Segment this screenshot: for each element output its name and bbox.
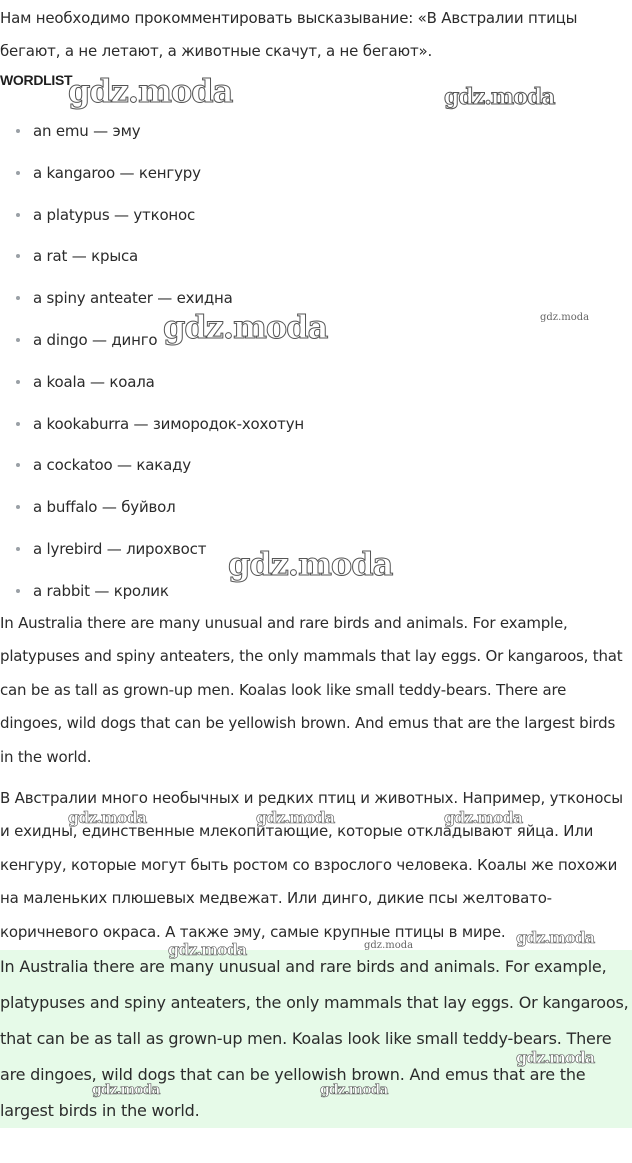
watermark: gdz.moda <box>68 808 147 827</box>
answer-block <box>0 950 632 1128</box>
wordlist-heading: WORDLIST <box>0 72 73 88</box>
paragraph-russian: В Австралии много необычных и редких птиц и животных. Например, утконосы и ехидны, единственные млекопитающие, которые откладывают яйца. Или кенгуру, которые могут быть ростом со взрослого человека. Коалы же похожи на маленьких плюшевых медвежат. Или динго, дикие псы желтовато-коричневого окраса. А также эму, самые крупные птицы в мире. <box>0 789 623 941</box>
list-item: a rabbit — кролик <box>0 570 304 612</box>
list-item: a kangaroo — кенгуру <box>0 152 304 194</box>
watermark: gdz.moda <box>516 928 595 947</box>
watermark: gdz.moda <box>516 1048 595 1067</box>
watermark: gdz.moda <box>256 808 335 827</box>
watermark: gdz.moda <box>444 808 523 827</box>
list-item: a dingo — динго <box>0 319 304 361</box>
watermark: gdz.moda <box>228 545 393 583</box>
list-item: a buffalo — буйвол <box>0 486 304 528</box>
watermark: gdz.moda <box>163 308 328 346</box>
watermark: gdz.moda <box>168 940 247 959</box>
list-item: a cockatoo — какаду <box>0 444 304 486</box>
watermark: gdz.moda <box>320 1082 388 1098</box>
list-item: a platypus — утконос <box>0 194 304 236</box>
watermark: gdz.moda <box>364 940 414 951</box>
paragraph-english: In Australia there are many unusual and rare birds and animals. For example, platypuses and spiny anteaters, the only mammals that lay eggs. Or kangaroos, that can be as tall as grown-up men. Koalas look like small teddy-bears. There are dingoes, wild dogs that can be yellowish brown. And emus that are the largest birds in the world. <box>0 614 623 766</box>
watermark: gdz.moda <box>444 84 555 110</box>
list-item: a spiny anteater — ехидна <box>0 277 304 319</box>
list-item: an emu — эму <box>0 110 304 152</box>
list-item: a koala — коала <box>0 361 304 403</box>
watermark: gdz.moda <box>92 1082 160 1098</box>
answer-text: In Australia there are many unusual and rare birds and animals. For example, platypuses and spiny anteaters, the only mammals that lay eggs. Or kangaroos, that can be as tall as grown-up men. Koalas look like small teddy-bears. There are dingoes, wild dogs that can be yellowish brown. And emus that are the largest birds in the world. <box>0 957 629 1120</box>
list-item: a lyrebird — лирохвост <box>0 528 304 570</box>
list-item: a kookaburra — зимородок-хохотун <box>0 403 304 445</box>
list-item: a rat — крыса <box>0 235 304 277</box>
watermark: gdz.moda <box>68 72 233 110</box>
task-intro: Нам необходимо прокомментировать высказывание: «В Австралии птицы бегают, а не летают, а животные скачут, а не бегают». <box>0 9 578 60</box>
watermark: gdz.moda <box>540 312 590 323</box>
wordlist <box>0 110 304 612</box>
